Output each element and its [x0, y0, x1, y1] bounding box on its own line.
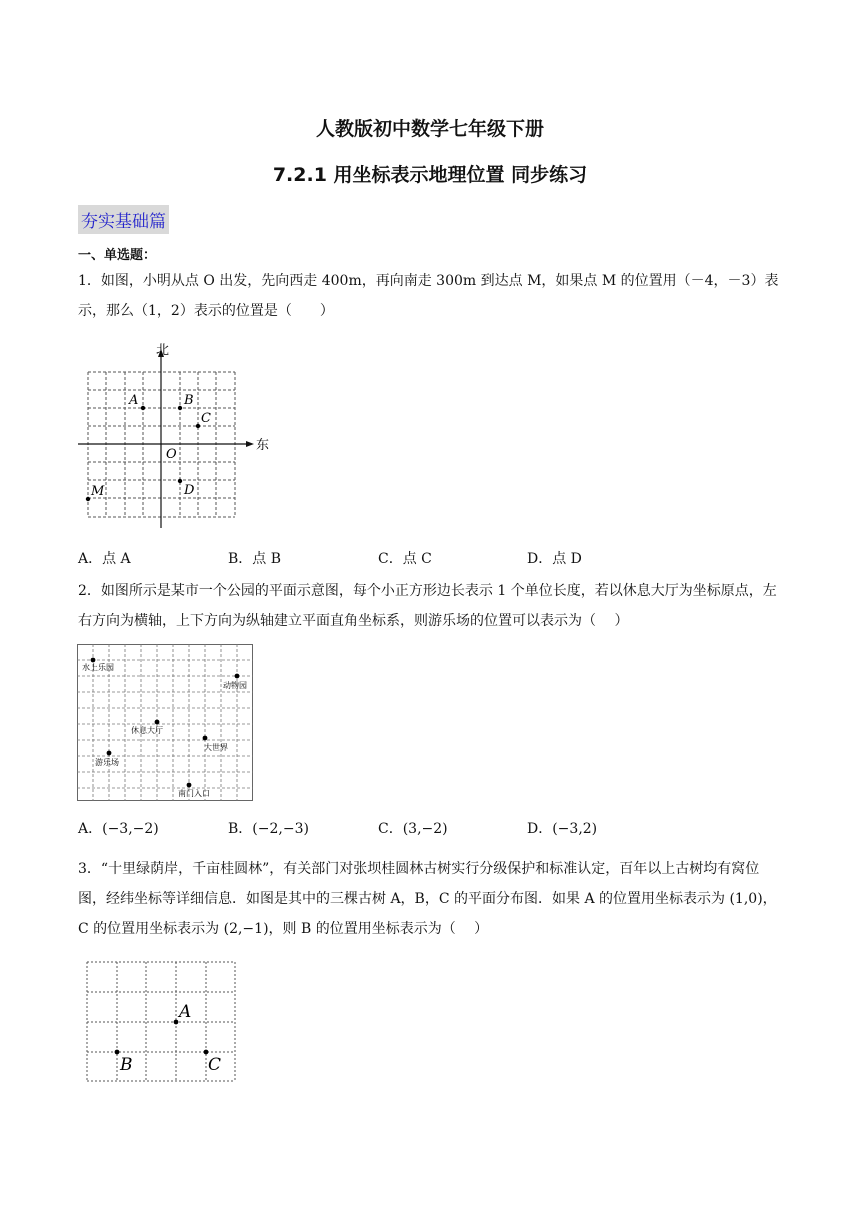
question-2-figure [77, 644, 255, 808]
place-big-world-label: 大世界 [204, 743, 228, 752]
question-3-text: 3．“十里绿荫岸，千亩桂圆林”，有关部门对张坝桂圆林古树实行分级保护和标准认定，百年以上古树均有窝位图，经纬坐标等详细信息．如图是其中的三棵古树 A，B，C 的平面分布图．如果 A 的位置用坐标表示为 (1,0)，C 的位置用坐标表示为 (2,−1)，则 B 的位置用坐标表示为（ ） [78, 861, 777, 937]
question-2-option-b[interactable]: B．(−2,−3) [228, 821, 309, 837]
north-label: 北 [156, 343, 170, 358]
tree-b [115, 1050, 120, 1055]
question-3-figure [85, 960, 240, 1089]
east-label: 东 [256, 438, 270, 453]
place-water-park-label: 水上乐园 [82, 663, 114, 672]
tree-a-label: A [179, 1002, 192, 1022]
point-b [178, 406, 182, 410]
question-1-figure [78, 338, 278, 537]
question-1-option-b[interactable]: B．点 B [228, 551, 282, 567]
point-b-label: B [184, 393, 194, 408]
place-big-world [203, 736, 208, 741]
subsection-heading: 一、单选题： [78, 248, 157, 263]
tree-c-label: C [208, 1055, 222, 1075]
question-1-option-d[interactable]: D．点 D [527, 551, 582, 567]
tree-a [174, 1020, 179, 1025]
question-2-option-a[interactable]: A．(−3,−2) [78, 821, 159, 837]
place-zoo [235, 674, 240, 679]
place-south-gate-label: 南门入口 [178, 789, 210, 798]
place-amusement-park [107, 751, 112, 756]
question-1-option-a[interactable]: A．点 A [78, 551, 131, 567]
place-water-park [91, 658, 96, 663]
question-2-text: 2．如图所示是某市一个公园的平面示意图，每个小正方形边长表示 1 个单位长度，若以休息大厅为坐标原点，左右方向为横轴，上下方向为纵轴建立平面直角坐标系，则游乐场的位置可以表示为（ ） [78, 583, 777, 629]
point-a [141, 406, 145, 410]
place-rest-hall-label: 休息大厅 [131, 726, 163, 735]
question-1-text: 1．如图，小明从点 O 出发，先向西走 400m，再向南走 300m 到达点 M，如果点 M 的位置用（－4，－3）表示，那么（1，2）表示的位置是（ ） [78, 273, 779, 319]
point-d-label: D [184, 483, 195, 498]
question-1-option-c[interactable]: C．点 C [378, 551, 432, 567]
place-amusement-park-label: 游乐场 [95, 758, 119, 767]
page-subtitle: 7.2.1 用坐标表示地理位置 同步练习 [272, 164, 588, 186]
point-m [86, 497, 90, 501]
origin-label: O [166, 447, 177, 462]
point-c [196, 424, 200, 428]
tree-b-label: B [120, 1055, 133, 1075]
point-c-label: C [201, 411, 211, 426]
point-d [178, 479, 182, 483]
place-south-gate [187, 783, 192, 788]
place-zoo-label: 动物园 [223, 681, 247, 690]
section-label: 夯实基础篇 [78, 205, 169, 234]
question-2-option-c[interactable]: C．(3,−2) [378, 821, 448, 837]
page-title: 人教版初中数学七年级下册 [315, 118, 544, 140]
question-2-option-d[interactable]: D．(−3,2) [527, 821, 598, 837]
tree-c [204, 1050, 209, 1055]
point-a-label: A [129, 393, 139, 408]
point-m-label: M [91, 484, 105, 499]
place-rest-hall [155, 720, 160, 725]
